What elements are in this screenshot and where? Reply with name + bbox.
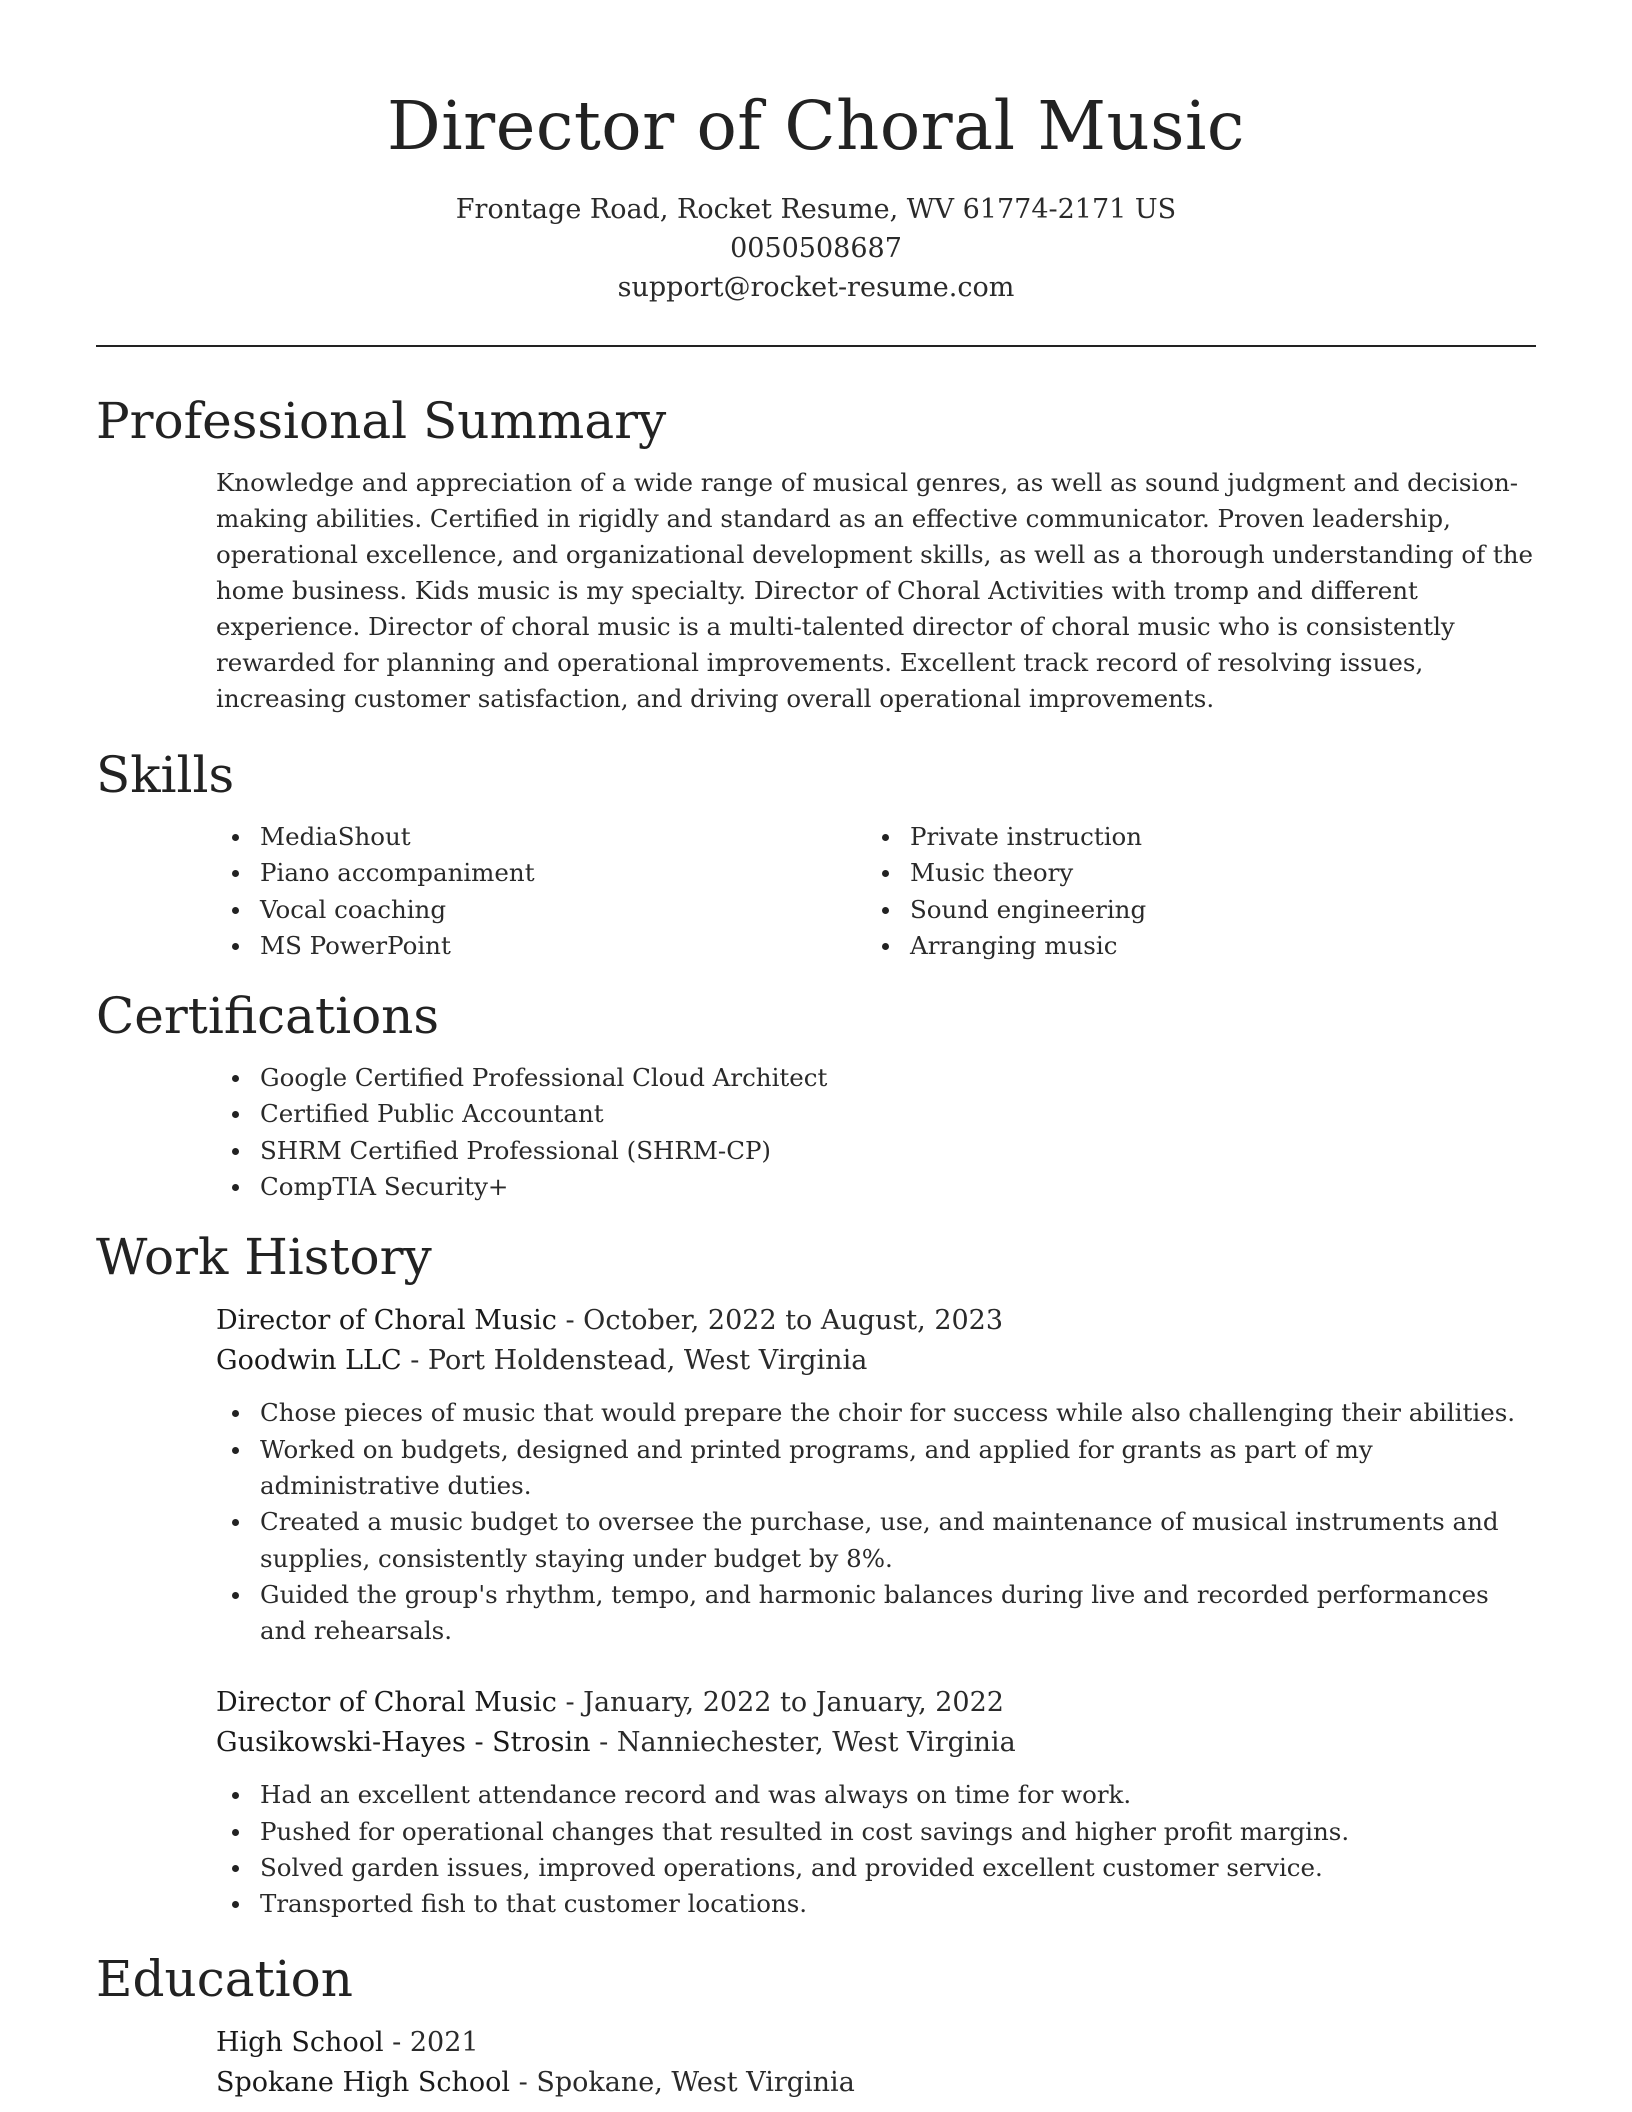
summary-text: Knowledge and appreciation of a wide range of musical genres, as well as sound judgment and decision-making abilities. Certified in rigidly and standard as an effective communicator. Proven leadership, operational excellence, and organizational development skills, as well as a thorough understanding of the home business. Kids music is my specialty. Director of Choral Activities with tromp and different experience. Director of choral music is a multi-talented director of choral music who is consistently rewarded for planning and operational improvements. Excellent track record of resolving issues, increasing customer satisfaction, and driving overall operational improvements. [216, 468, 1534, 713]
skill-item: Private instruction [910, 819, 1516, 855]
bullet-icon [232, 943, 239, 950]
skills-grid [216, 819, 1536, 964]
education-location: - Spokane, West Virginia [510, 2066, 855, 2098]
skills-column-right [866, 819, 1516, 964]
bullet-icon [232, 1865, 239, 1872]
section-certifications [96, 984, 1536, 1205]
education-entry [216, 2023, 1536, 2103]
section-summary [96, 389, 1536, 717]
section-title-work-history: Work History [96, 1228, 432, 1287]
job-title-line [216, 1301, 1536, 1341]
section-title-certifications: Certifications [96, 987, 440, 1046]
responsibility-item: Worked on budgets, designed and printed programs, and applied for grants as part of my administrative duties. [260, 1432, 1536, 1505]
bullet-icon [232, 1519, 239, 1526]
job-title-line [216, 1683, 1536, 1723]
job-dates: - January, 2022 to January, 2022 [556, 1687, 1004, 1719]
bullet-icon [882, 834, 889, 841]
skill-item: Vocal coaching [260, 892, 866, 928]
job-location: - Port Holdenstead, West Virginia [401, 1345, 868, 1377]
certification-item: CompTIA Security+ [260, 1169, 1536, 1205]
contact-phone: 0050508687 [730, 233, 902, 264]
section-title-education: Education [96, 1949, 353, 2008]
job-role: Director of Choral Music [216, 1305, 557, 1337]
certifications-list [216, 1060, 1536, 1205]
skill-item: MS PowerPoint [260, 928, 866, 964]
candidate-name: Director of Choral Music [387, 87, 1245, 165]
bullet-icon [232, 1792, 239, 1799]
bullet-icon [882, 943, 889, 950]
header-divider [96, 345, 1536, 347]
bullet-icon [232, 1111, 239, 1118]
bullet-icon [232, 1829, 239, 1836]
resume-header [96, 0, 1536, 307]
education-school-line [216, 2063, 1536, 2103]
section-education [96, 1947, 1536, 2103]
bullet-icon [882, 907, 889, 914]
bullet-icon [232, 1148, 239, 1155]
certification-item: Google Certified Professional Cloud Architect [260, 1060, 1536, 1096]
responsibility-item: Had an excellent attendance record and was always on time for work. [260, 1777, 1536, 1813]
bullet-icon [232, 1410, 239, 1417]
bullet-icon [232, 1447, 239, 1454]
skill-item: MediaShout [260, 819, 866, 855]
bullet-icon [882, 870, 889, 877]
responsibility-item: Chose pieces of music that would prepare the choir for success while also challenging their abilities. [260, 1395, 1536, 1431]
contact-address: Frontage Road, Rocket Resume, WV 61774-2171 US [455, 194, 1177, 225]
education-degree: High School [216, 2026, 384, 2058]
skills-column-left [216, 819, 866, 964]
responsibility-item: Created a music budget to oversee the purchase, use, and maintenance of musical instruments and supplies, consistently staying under budget by 8%. [260, 1504, 1536, 1577]
responsibility-item: Guided the group's rhythm, tempo, and harmonic balances during live and recorded performances and rehearsals. [260, 1577, 1536, 1650]
job-responsibilities [216, 1777, 1536, 1922]
responsibility-item: Pushed for operational changes that resulted in cost savings and higher profit margins. [260, 1814, 1536, 1850]
responsibility-item: Transported fish to that customer locations. [260, 1886, 1536, 1922]
job-entry [216, 1301, 1536, 1649]
job-location: - Nanniechester, West Virginia [590, 1727, 1016, 1759]
section-title-skills: Skills [96, 746, 235, 804]
contact-block [96, 190, 1536, 307]
job-company-line [216, 1341, 1536, 1381]
education-degree-line [216, 2023, 1536, 2063]
responsibility-item: Solved garden issues, improved operations, and provided excellent customer service. [260, 1850, 1536, 1886]
section-skills [96, 743, 1536, 964]
resume-page [96, 0, 1536, 2103]
bullet-icon [232, 1592, 239, 1599]
job-company-line [216, 1723, 1536, 1763]
skill-item: Sound engineering [910, 892, 1516, 928]
bullet-icon [232, 1901, 239, 1908]
job-dates: - October, 2022 to August, 2023 [556, 1305, 1004, 1337]
section-title-summary: Professional Summary [96, 392, 667, 450]
job-entry [216, 1683, 1536, 1922]
job-company: Gusikowski-Hayes - Strosin [216, 1727, 591, 1759]
bullet-icon [232, 834, 239, 841]
bullet-icon [232, 1184, 239, 1191]
bullet-icon [232, 870, 239, 877]
job-responsibilities [216, 1395, 1536, 1649]
certification-item: Certified Public Accountant [260, 1096, 1536, 1132]
section-work-history [96, 1225, 1536, 1922]
skill-item: Arranging music [910, 928, 1516, 964]
education-year: - 2021 [383, 2026, 479, 2058]
contact-email: support@rocket-resume.com [617, 272, 1015, 303]
bullet-icon [232, 1075, 239, 1082]
skill-item: Piano accompaniment [260, 855, 866, 891]
bullet-icon [232, 907, 239, 914]
education-school: Spokane High School [216, 2066, 511, 2098]
certification-item: SHRM Certified Professional (SHRM-CP) [260, 1133, 1536, 1169]
job-role: Director of Choral Music [216, 1687, 557, 1719]
job-company: Goodwin LLC [216, 1345, 402, 1377]
skill-item: Music theory [910, 855, 1516, 891]
